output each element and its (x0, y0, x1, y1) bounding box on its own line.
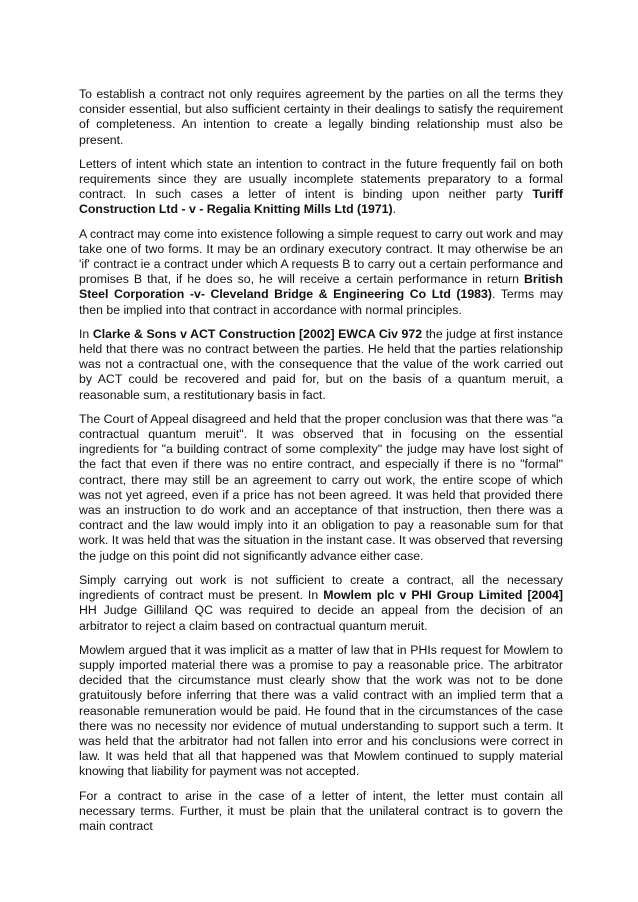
paragraph-7 (79, 643, 563, 780)
paragraph-text: In (79, 326, 93, 341)
case-citation: British Steel Corporation -v- Cleveland Bridge & Engineering Co Ltd (1983) (79, 272, 563, 302)
document-body (79, 87, 563, 843)
paragraph-text: A contract may come into existence following a simple request to carry out work and may take one of two forms. It may be an ordinary executory contract. It may otherwise be an 'if' contract ie a contract under which A requests B to carry out a certain performance and promises B that, if he does so, he will receive a certain performance in return (79, 226, 563, 287)
paragraph-text: The Court of Appeal disagreed and held that the proper conclusion was that there was "a contractual quantum meruit". It was observed that in focusing on the essential ingredients for "a building contract of some complexity" the judge may have lost sight of the fact that even if there was no entire contract, and especially if there is no "formal" contract, there may still be an agreement to carry out work, the entire scope of which was not yet agreed, even if a price has not been agreed. It was held that provided there was an instruction to do work and an acceptance of that instruction, then there was a contract and the law would imply into it an obligation to pay a reasonable sum for that work. It was held that was the situation in the instant case. It was observed that reversing the judge on this point did not significantly advance either case. (79, 411, 563, 563)
case-citation: Clarke & Sons v ACT Construction [2002] EWCA Civ 972 (92, 326, 423, 341)
paragraph-6 (79, 573, 563, 634)
case-citation: Mowlem plc v PHI Group Limited [2004] (323, 588, 563, 603)
paragraph-text: . (392, 202, 396, 217)
paragraph-text: the judge at first instance held that there was no contract between the parties. He held that the parties relationship was not a contractual one, with the consequence that the value of the work carried out by ACT could be recovered and paid for, but on the basis of a quantum meruit, a reasonable sum, a restitutionary basis in fact. (79, 326, 563, 402)
paragraph-text: Simply carrying out work is not sufficient to create a contract, all the necessary ingredients of contract must be present. In (79, 572, 563, 603)
paragraph-text: Mowlem argued that it was implicit as a matter of law that in PHIs request for Mowlem to supply imported material there was a promise to pay a reasonable price. The arbitrator decided that the circumstance must clearly show that the work was not to be done gratuitously before inferring that there was a valid contract with an implied term that a reasonable remuneration would be paid. He found that in the circumstances of the case there was no necessity nor evidence of mutual understanding to support such a term. It was held that the arbitrator had not fallen into error and his conclusions were correct in law. It was held that all that happened was that Mowlem continued to supply material knowing that liability for payment was not accepted. (79, 642, 563, 779)
paragraph-text: HH Judge Gilliland QC was required to decide an appeal from the decision of an arbitrator to reject a claim based on contractual quantum meruit. (79, 603, 563, 633)
paragraph-8 (79, 789, 563, 835)
paragraph-3 (79, 227, 563, 318)
paragraph-text: For a contract to arise in the case of a letter of intent, the letter must contain all necessary terms. Further, it must be plain that the unilateral contract is to govern the main contract (79, 788, 563, 833)
paragraph-text: To establish a contract not only requires agreement by the parties on all the terms they consider essential, but also sufficient certainty in their dealings to satisfy the requirement of completeness. An intention to create a legally binding relationship must also be present. (79, 87, 563, 147)
case-citation: Turiff Construction Ltd - v - Regalia Knitting Mills Ltd (1971) (79, 187, 563, 217)
paragraph-text: Letters of intent which state an intention to contract in the future frequently fail on both requirements since they are usually incomplete statements preparatory to a formal contract. In such cases a letter of intent is binding upon neither party (79, 156, 563, 202)
paragraph-2 (79, 157, 563, 218)
paragraph-text: . Terms may then be implied into that contract in accordance with normal principles. (79, 287, 563, 317)
paragraph-1 (79, 87, 563, 148)
paragraph-5 (79, 412, 563, 564)
paragraph-4 (79, 327, 563, 403)
